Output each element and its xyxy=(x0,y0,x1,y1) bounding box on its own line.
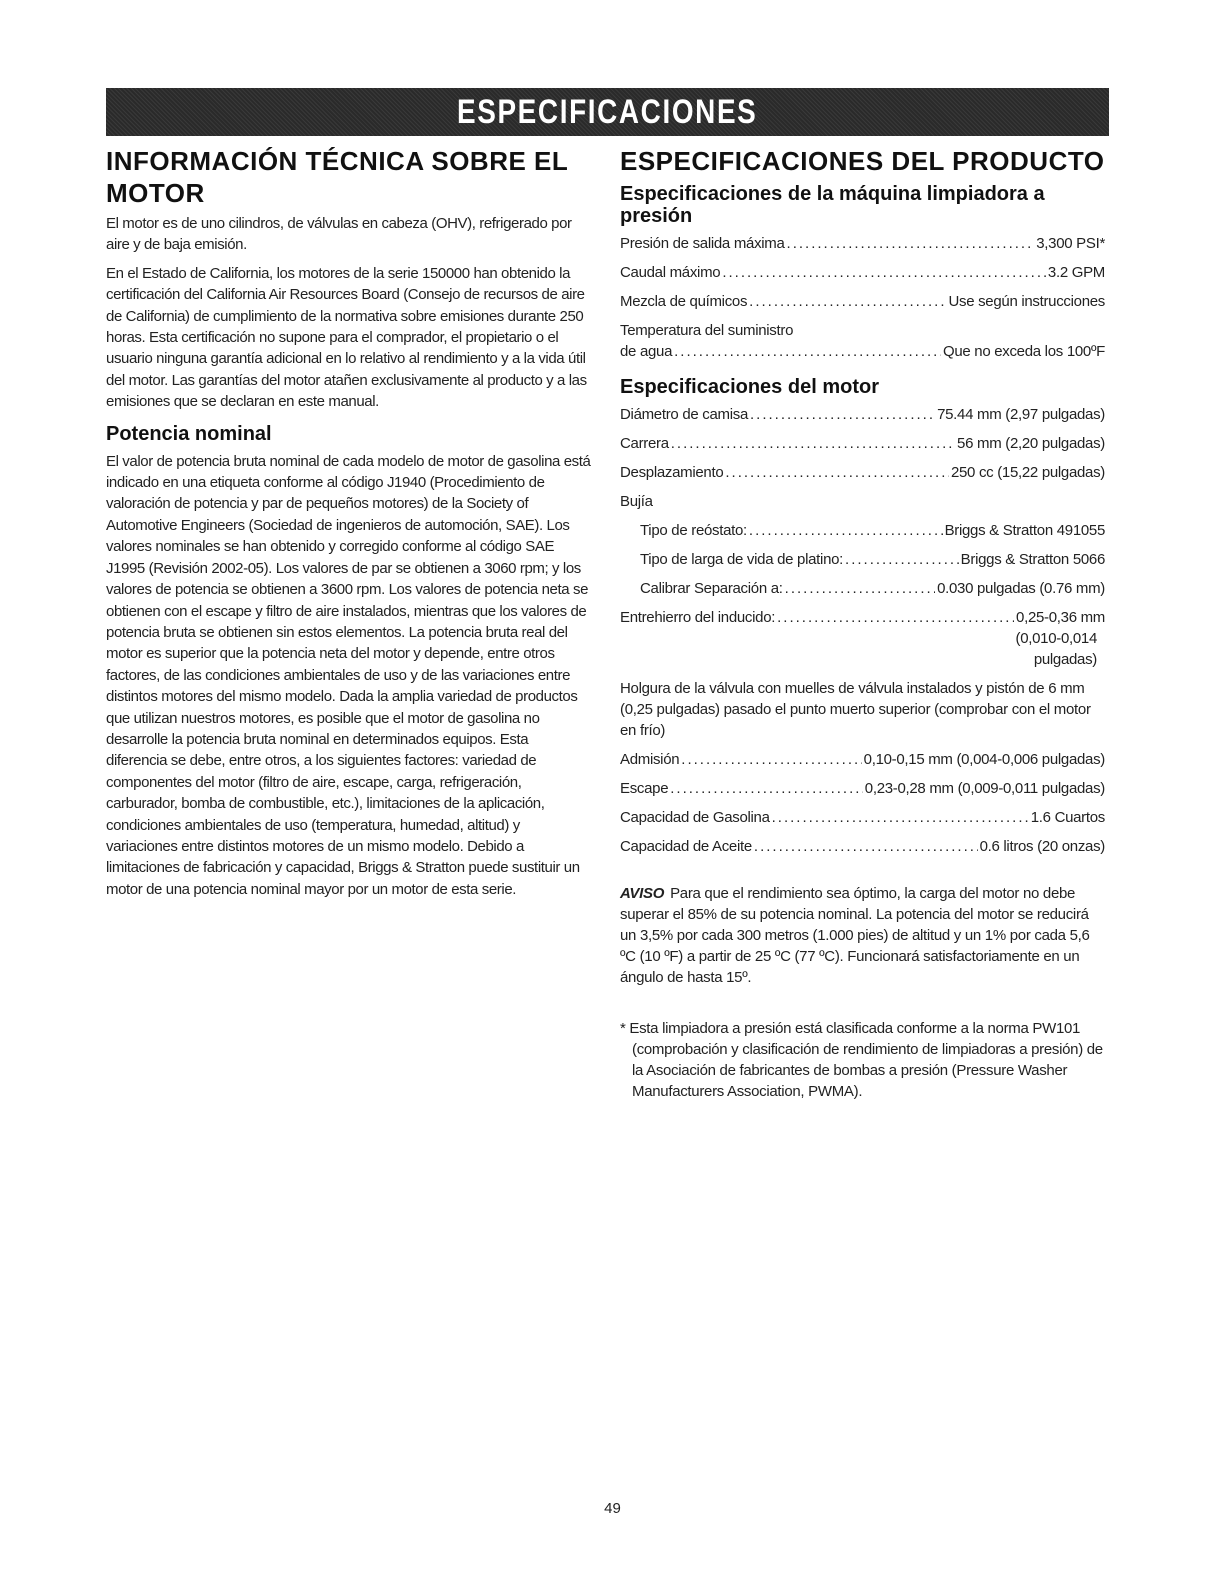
spec-label: Carrera xyxy=(620,435,669,452)
spec-value: 0,23-0,28 mm (0,009-0,011 pulgadas) xyxy=(864,780,1105,797)
power-rating-heading: Potencia nominal xyxy=(106,422,272,445)
spec-value: Briggs & Stratton 491055 xyxy=(944,522,1105,539)
spec-label: Diámetro de camisa xyxy=(620,406,748,423)
spec-value: 75.44 mm (2,97 pulgadas) xyxy=(937,406,1105,423)
dot-leader xyxy=(722,262,1046,283)
spec-value: 56 mm (2,20 pulgadas) xyxy=(957,435,1105,452)
aviso-label: AVISO xyxy=(620,885,665,902)
spec-row xyxy=(620,433,1105,454)
power-rating-paragraph: El valor de potencia bruta nominal de cada modelo de motor de gasolina está indicado en una etiqueta conforme al código J1940 (Procedimiento de valoración de potencia y par de pequeños motores) de la Society of Automotive Engineers (Sociedad de ingenieros de automoción, SAE). Los valores nominales se han obtenido y corregido conforme al código SAE J1995 (Revisión 2002-05). Los valores de par se obtienen a 3060 rpm; y los valores de potencia se obtienen a 3600 rpm. Los valores de potencia neta se obtienen con el escape y filtro de aire instalados, mientras que los valores de potencia bruta se obtienen sin estos elementos. La potencia bruta real del motor es superior que la potencia neta del motor y depende, entre otros factores, de las condiciones ambientales de uso y de las variaciones entre distintos motores del mismo modelo. Dada la amplia variedad de productos que utilizan nuestros motores, es posible que el motor de gasolina no desarrolle la potencia bruta nominal en determinados equipos. Esta diferencia se debe, entre otros, a los siguientes factores: variedad de componentes del motor (filtro de aire, escape, carga, refrigeración, carburador, bomba de combustible, etc.), limitaciones de la aplicación, condiciones ambientales de uso (temperatura, humedad, altitud) y variaciones entre distintos motores de un mismo modelo. Debido a limitaciones de fabricación y capacidad, Briggs & Stratton puede sustituir un motor de una potencia nominal mayor por un motor de esta serie. xyxy=(106,452,591,898)
dot-leader xyxy=(772,807,1029,828)
spec-value: 1.6 Cuartos xyxy=(1030,809,1105,826)
dot-leader xyxy=(725,462,949,483)
spec-row xyxy=(620,836,1105,857)
armature-gap-spec: Entrehierro del inducido: ..... 0,25-0,36 mm (0,010-0,014 pulgadas) xyxy=(620,607,1105,670)
spec-value: 3,300 PSI* xyxy=(1036,235,1105,252)
engine-intro-paragraph: El motor es de uno cilindros, de válvulas en cabeza (OHV), refrigerado por aire y de baja emisión. xyxy=(106,215,572,254)
dot-leader xyxy=(749,520,943,541)
spec-label: Tipo de larga de vida de platino: xyxy=(640,551,844,568)
dot-leader xyxy=(681,749,861,770)
spec-label: Desplazamiento xyxy=(620,464,724,481)
section-banner xyxy=(106,88,1109,136)
spec-label: Calibrar Separación a: xyxy=(640,580,783,597)
valve-spec-list xyxy=(620,749,1105,857)
banner-title: ESPECIFICACIONES xyxy=(457,92,758,131)
spec-value: Briggs & Stratton 5066 xyxy=(960,551,1105,568)
product-specs-heading: ESPECIFICACIONES DEL PRODUCTO xyxy=(620,146,1105,176)
spec-value: 0.030 pulgadas (0.76 mm) xyxy=(937,580,1105,597)
spec-row xyxy=(620,462,1105,483)
spec-label: Caudal máximo xyxy=(620,264,721,281)
page-number: 49 xyxy=(604,1500,621,1517)
spec-value: 0.6 litros (20 onzas) xyxy=(979,838,1105,855)
footnote: * Esta limpiadora a presión está clasificada conforme a la norma PW101 (comprobación y clasificación de rendimiento de limpiadoras a presión) de la Asociación de fabricantes de bombas a presión (Pressure Washer Manufacturers Association, PWMA). xyxy=(620,1020,1103,1100)
right-column xyxy=(620,145,1105,1102)
spark-plug-label: Bujía xyxy=(620,493,653,510)
engine-info-heading: INFORMACIÓN TÉCNICA SOBRE EL MOTOR xyxy=(106,146,569,208)
pressure-washer-specs-heading: Especificaciones de la máquina limpiadora a presión xyxy=(620,183,1045,227)
spark-plug-spec-list xyxy=(620,520,1105,599)
valve-clearance-text: Holgura de la válvula con muelles de válvula instalados y pistón de 6 mm (0,25 pulgadas) pasado el punto muerto superior (comprobar con el motor en frío) xyxy=(620,680,1091,739)
aviso-notice xyxy=(620,883,1105,988)
pressure-washer-spec-list xyxy=(620,233,1105,312)
spec-value: 250 cc (15,22 pulgadas) xyxy=(950,464,1105,481)
spec-label: Escape xyxy=(620,780,669,797)
spec-label: Mezcla de químicos xyxy=(620,293,748,310)
dot-leader xyxy=(749,291,946,312)
spec-row xyxy=(620,291,1105,312)
california-certification-paragraph: En el Estado de California, los motores de la serie 150000 han obtenido la certificación del California Air Resources Board (Consejo de recursos de aire de California) de cumplimiento de la normativa sobre emisiones durante 250 horas. Esta certificación no supone para el comprador, el propietario o el usuario ninguna garantía adicional en lo relativo al rendimiento y a la vida útil del motor. Las garantías del motor atañen exclusivamente al producto y a las emisiones que se declaran en este manual. xyxy=(106,264,587,411)
motor-spec-list xyxy=(620,404,1105,483)
spec-row xyxy=(620,778,1105,799)
spec-label: Capacidad de Aceite xyxy=(620,838,752,855)
spec-label: Presión de salida máxima xyxy=(620,235,785,252)
spec-value: 0,10-0,15 mm (0,004-0,006 pulgadas) xyxy=(863,751,1105,768)
dot-leader xyxy=(671,433,955,454)
spec-label: Tipo de reóstato: xyxy=(640,522,747,539)
dot-leader xyxy=(845,549,959,570)
spec-row xyxy=(620,749,1105,770)
spec-row xyxy=(620,233,1105,254)
spec-row-water-temp: de agua ..... Que no exceda los 100ºF xyxy=(620,341,1105,362)
dot-leader xyxy=(787,233,1035,254)
spec-row xyxy=(620,520,1105,541)
spec-row xyxy=(620,578,1105,599)
dot-leader xyxy=(750,404,935,425)
water-temp-label-line1: Temperatura del suministro xyxy=(620,322,794,339)
spec-row xyxy=(620,262,1105,283)
spec-label: Capacidad de Gasolina xyxy=(620,809,770,826)
dot-leader xyxy=(754,836,978,857)
motor-specs-heading: Especificaciones del motor xyxy=(620,376,879,398)
spec-label: Admisión xyxy=(620,751,680,768)
spec-row xyxy=(620,404,1105,425)
spec-value: 3.2 GPM xyxy=(1047,264,1105,281)
spec-row xyxy=(620,807,1105,828)
dot-leader xyxy=(785,578,935,599)
aviso-text: Para que el rendimiento sea óptimo, la carga del motor no debe superar el 85% de su potencia nominal. La potencia del motor se reducirá un 3,5% por cada 300 metros (1.000 pies) de altitud y un 1% por cada 5,6 ºC (10 ºF) a partir de 25 ºC (77 ºC). Funcionará satisfactoriamente en un ángulo de hasta 15º. xyxy=(620,885,1090,986)
spec-row xyxy=(620,549,1105,570)
spec-value: Use según instrucciones xyxy=(948,293,1105,310)
dot-leader xyxy=(670,778,863,799)
left-column xyxy=(106,145,591,907)
